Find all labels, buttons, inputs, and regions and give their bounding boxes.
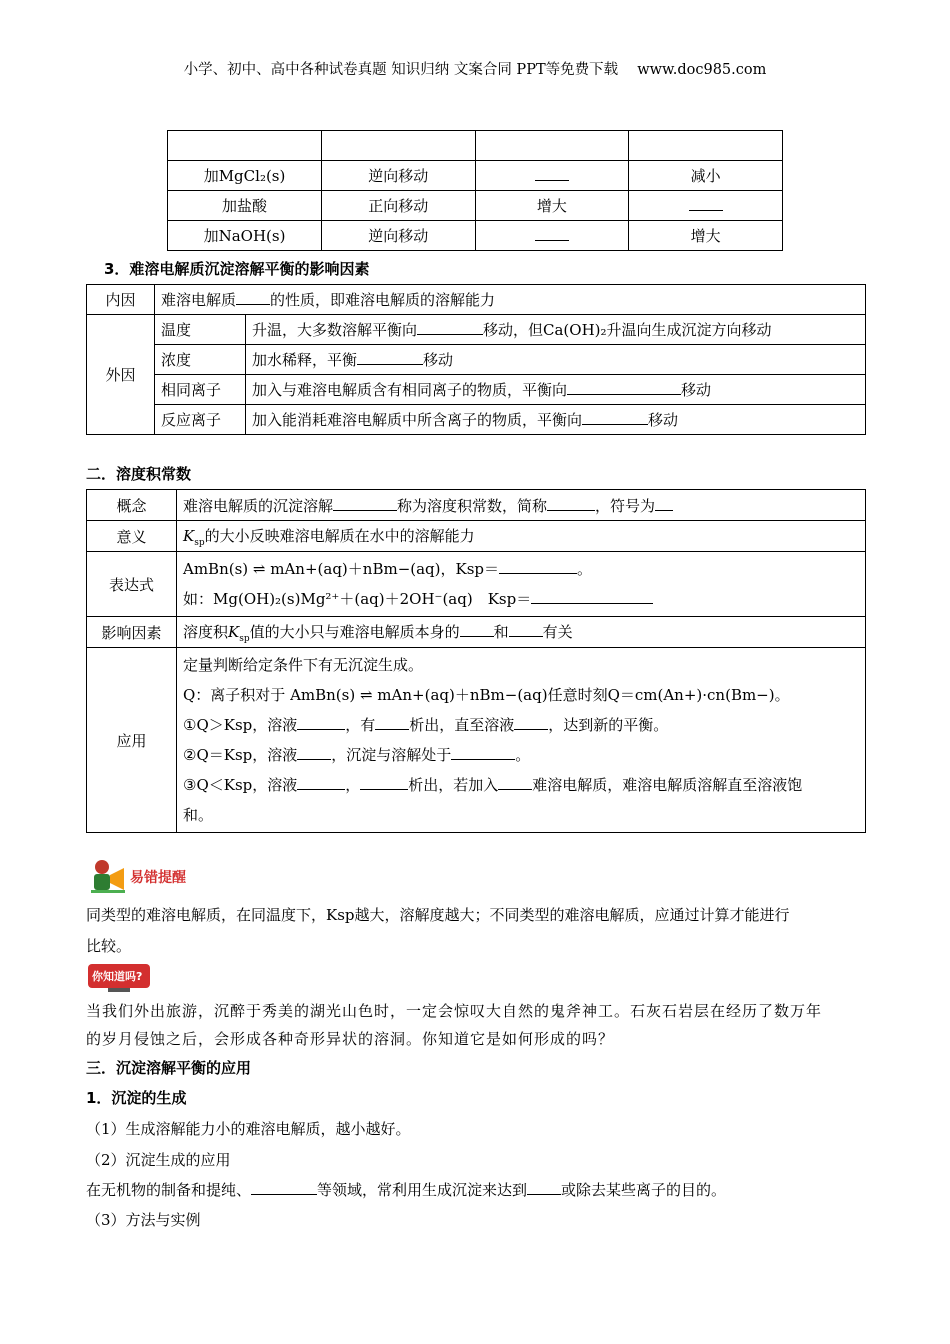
cell: 难溶电解质 的性质，即难溶电解质的溶解能力 [155, 285, 866, 315]
cell: 反应离子 [155, 405, 246, 435]
table-row [87, 648, 866, 833]
cell: 应用 [87, 648, 177, 833]
fill-blank[interactable] [498, 775, 532, 790]
fill-blank[interactable] [567, 380, 681, 395]
fill-blank[interactable] [527, 1180, 561, 1195]
fill-blank[interactable] [689, 196, 723, 211]
table-row [168, 161, 783, 191]
table-row [168, 191, 783, 221]
cell: 升温，大多数溶解平衡向 移动，但Ca(OH)₂升温向生成沉淀方向移动 [246, 315, 866, 345]
table-row [87, 617, 866, 648]
cell: 外因 [87, 315, 155, 435]
cell: 影响因素 [87, 617, 177, 648]
cell [475, 161, 629, 191]
fill-blank[interactable] [509, 622, 543, 637]
tip-label: 易错提醒 [130, 870, 186, 886]
cell [629, 191, 783, 221]
cell: 减小 [629, 161, 783, 191]
table-row [87, 375, 866, 405]
know-label: 你知道吗? [92, 970, 143, 983]
fill-blank[interactable] [297, 715, 345, 730]
fill-blank[interactable] [460, 622, 494, 637]
cell: 温度 [155, 315, 246, 345]
tip-text: 比较。 [86, 937, 132, 955]
fill-blank[interactable] [297, 775, 345, 790]
cell: 浓度 [155, 345, 246, 375]
know-badge-stand [108, 988, 130, 992]
fill-blank[interactable] [535, 226, 569, 241]
fill-blank[interactable] [357, 350, 423, 365]
fill-blank[interactable] [582, 410, 648, 425]
cell: AmBn(s) ⇌ mAn+(aq)＋nBm−(aq)，Ksp＝ 。 如：Mg(OH)₂(s)Mg²⁺＋(aq)＋2OH⁻(aq) Ksp＝ [177, 552, 866, 617]
fill-blank[interactable] [451, 745, 515, 760]
fill-blank[interactable] [655, 496, 673, 511]
fill-blank[interactable] [333, 496, 397, 511]
tip-badge [88, 857, 198, 893]
fill-blank[interactable] [251, 1180, 317, 1195]
fill-blank[interactable] [417, 320, 483, 335]
section-heading: 1．沉淀的生成 [86, 1089, 187, 1107]
tip-text: 同类型的难溶电解质，在同温度下，Ksp越大，溶解度越大；不同类型的难溶电解质，应通过计算才能进行 [86, 906, 790, 924]
equilibrium-shift-table [167, 130, 783, 251]
page-header: 小学、初中、高中各种试卷真题 知识归纳 文案合同 PPT等免费下载 www.doc985.com [183, 62, 767, 78]
fill-blank[interactable] [499, 559, 577, 574]
table-row [87, 490, 866, 521]
cell: 增大 [475, 191, 629, 221]
cell: 增大 [629, 221, 783, 251]
cell: 定量判断给定条件下有无沉淀生成。 Q：离子积对于 AmBn(s) ⇌ mAn+(aq)＋nBm−(aq)任意时刻Q＝cm(An+)·cn(Bm−)。 ①Q＞Ksp，溶液 ，有 析出，直至溶液 ，达到新的平衡。 ②Q＝Ksp，溶液 ，沉淀与溶解处于 。 ③Q＜Ksp，溶液 ， 析出，若加入 难溶电解质，难溶电解质溶解直至溶液饱 和。 [177, 648, 866, 833]
person-megaphone-icon [88, 857, 128, 895]
cell [475, 221, 629, 251]
cell: 内因 [87, 285, 155, 315]
fill-blank[interactable] [375, 715, 409, 730]
fill-blank[interactable] [547, 496, 595, 511]
fill-blank[interactable] [531, 589, 653, 604]
cell: 加入能消耗难溶电解质中所含离子的物质，平衡向 移动 [246, 405, 866, 435]
table-row [168, 221, 783, 251]
know-text: 当我们外出旅游，沉醉于秀美的湖光山色时，一定会惊叹大自然的鬼斧神工。石灰石岩层在经历了数万年 [86, 1002, 823, 1020]
cell: 相同离子 [155, 375, 246, 405]
fill-blank[interactable] [360, 775, 408, 790]
cell: 加盐酸 [168, 191, 322, 221]
table-row [87, 405, 866, 435]
part-heading: 二．溶度积常数 [86, 465, 192, 483]
cell: 加NaOH(s) [168, 221, 322, 251]
fill-blank[interactable] [514, 715, 548, 730]
fill-blank[interactable] [236, 290, 270, 305]
cell: $K_{sp}$的大小反映难溶电解质在水中的溶解能力 [177, 521, 866, 552]
table-row [87, 552, 866, 617]
cell: 加MgCl₂(s) [168, 161, 322, 191]
ksp-table [86, 489, 866, 833]
fill-blank[interactable] [535, 166, 569, 181]
table-row [87, 521, 866, 552]
table-row [87, 345, 866, 375]
table-row [87, 315, 866, 345]
table-row [168, 131, 783, 161]
cell: 逆向移动 [322, 221, 476, 251]
know-badge [88, 964, 150, 988]
cell: 逆向移动 [322, 161, 476, 191]
cell: 加入与难溶电解质含有相同离子的物质，平衡向 移动 [246, 375, 866, 405]
paragraph: （3）方法与实例 [86, 1211, 201, 1229]
table-row [87, 285, 866, 315]
cell: 表达式 [87, 552, 177, 617]
cell: 概念 [87, 490, 177, 521]
fill-blank[interactable] [297, 745, 331, 760]
cell: 难溶电解质的沉淀溶解 称为溶度积常数，简称 ，符号为 [177, 490, 866, 521]
cell: 正向移动 [322, 191, 476, 221]
know-text: 的岁月侵蚀之后，会形成各种奇形异状的溶洞。你知道它是如何形成的吗？ [86, 1030, 615, 1048]
part-heading: 三．沉淀溶解平衡的应用 [86, 1059, 252, 1077]
paragraph: 在无机物的制备和提纯、 等领域，常利用生成沉淀来达到 或除去某些离子的目的。 [86, 1181, 727, 1199]
factors-table [86, 284, 866, 435]
paragraph: （2）沉淀生成的应用 [86, 1151, 231, 1169]
section-heading: 3．难溶电解质沉淀溶解平衡的影响因素 [104, 260, 370, 278]
cell: 加水稀释，平衡 移动 [246, 345, 866, 375]
paragraph: （1）生成溶解能力小的难溶电解质，越小越好。 [86, 1120, 411, 1138]
cell: 意义 [87, 521, 177, 552]
cell: 溶度积$K_{sp}$值的大小只与难溶电解质本身的 和 有关 [177, 617, 866, 648]
